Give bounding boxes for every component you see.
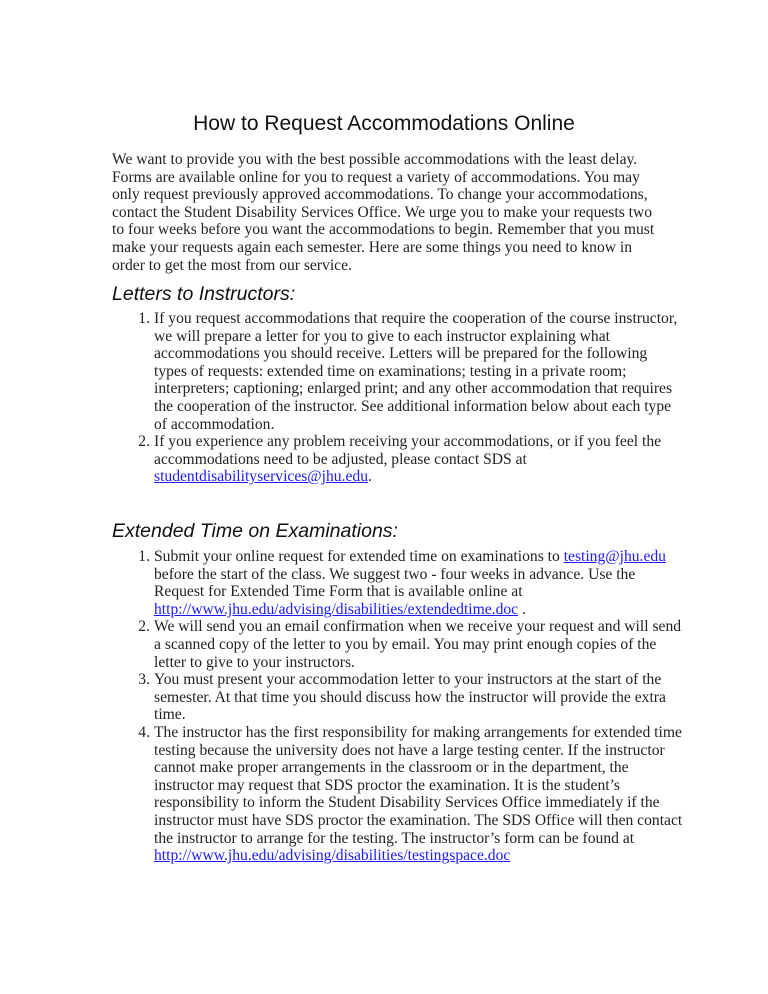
- list-number: 2.: [138, 618, 150, 636]
- list-item: [138, 671, 684, 724]
- intro-paragraph: We want to provide you with the best possible accommodations with the least delay. Forms are available online for you to request a variety of accommodations. You may only request previously approved accommodations. To change your accommodations, contact the Student Disability Services Office. We urge you to make your requests two to four weeks before you want the accommodations to begin. Remember that you must make your requests again each semester. Here are some things you need to know in order to get the most from our service.: [112, 151, 655, 274]
- list-item-text: before the start of the class. We suggest two - four weeks in advance. Use the Request for Extended Time Form that is available online at: [154, 565, 636, 601]
- list-item: [138, 310, 684, 433]
- list-item: [138, 433, 684, 486]
- list-item-text: If you experience any problem receiving your accommodations, or if you feel the accommodations need to be adjusted, please contact SDS at: [154, 433, 662, 468]
- list-item-text: If you request accommodations that require the cooperation of the course instructor, we will prepare a letter for you to give to each instructor explaining what accommodations you should receive. Letters will be prepared for the following types of requests: extended time on examinations; testing in a private room; interpreters; captioning; enlarged print; and any other accommodation that requires the cooperation of the instructor. See additional information below about each type of accommodation.: [154, 310, 678, 433]
- testing-email-link[interactable]: testing@jhu.edu: [563, 548, 666, 565]
- list-item-text: We will send you an email confirmation when we receive your request and will send a scanned copy of the letter to you by email. You may print enough copies of the letter to give to your instructors.: [154, 618, 682, 671]
- testing-space-form-link[interactable]: http://www.jhu.edu/advising/disabilities/testingspace.doc: [154, 847, 511, 865]
- list-item-text: Submit your online request for extended time on examinations to: [154, 548, 564, 565]
- list-item: [138, 723, 684, 865]
- list-item-text: You must present your accommodation letter to your instructors at the start of the semester. At that time you should discuss how the instructor will provide the extra time.: [154, 671, 666, 724]
- section-heading-letters: Letters to Instructors:: [112, 283, 296, 305]
- list-number: 1.: [138, 548, 150, 565]
- list-item-text: .: [518, 600, 526, 618]
- letters-list: [132, 310, 684, 486]
- list-number: 1.: [138, 310, 150, 327]
- extended-time-list: [132, 548, 684, 865]
- list-number: 3.: [138, 671, 150, 689]
- list-item: [138, 618, 684, 671]
- section-heading-extended-time: Extended Time on Examinations:: [112, 520, 398, 542]
- list-item: [138, 548, 684, 618]
- list-number: 4.: [138, 723, 150, 741]
- list-number: 2.: [138, 433, 150, 451]
- sds-email-link[interactable]: studentdisabilityservices@jhu.edu: [154, 468, 369, 486]
- page-title: How to Request Accommodations Online: [193, 112, 575, 135]
- list-item-text: .: [368, 468, 372, 486]
- list-item-text: The instructor has the first responsibility for making arrangements for extended time testing because the university does not have a large testing center. If the instructor cannot make proper arrangements in the classroom or in the department, the instructor may request that SDS proctor the examination. It is the student’s responsibility to inform the Student Disability Services Office immediately if the instructor must have SDS proctor the examination. The SDS Office will then contact the instructor to arrange for the testing. The instructor’s form can be found at: [154, 723, 683, 847]
- extended-time-form-link[interactable]: http://www.jhu.edu/advising/disabilities/extendedtime.doc: [154, 600, 519, 618]
